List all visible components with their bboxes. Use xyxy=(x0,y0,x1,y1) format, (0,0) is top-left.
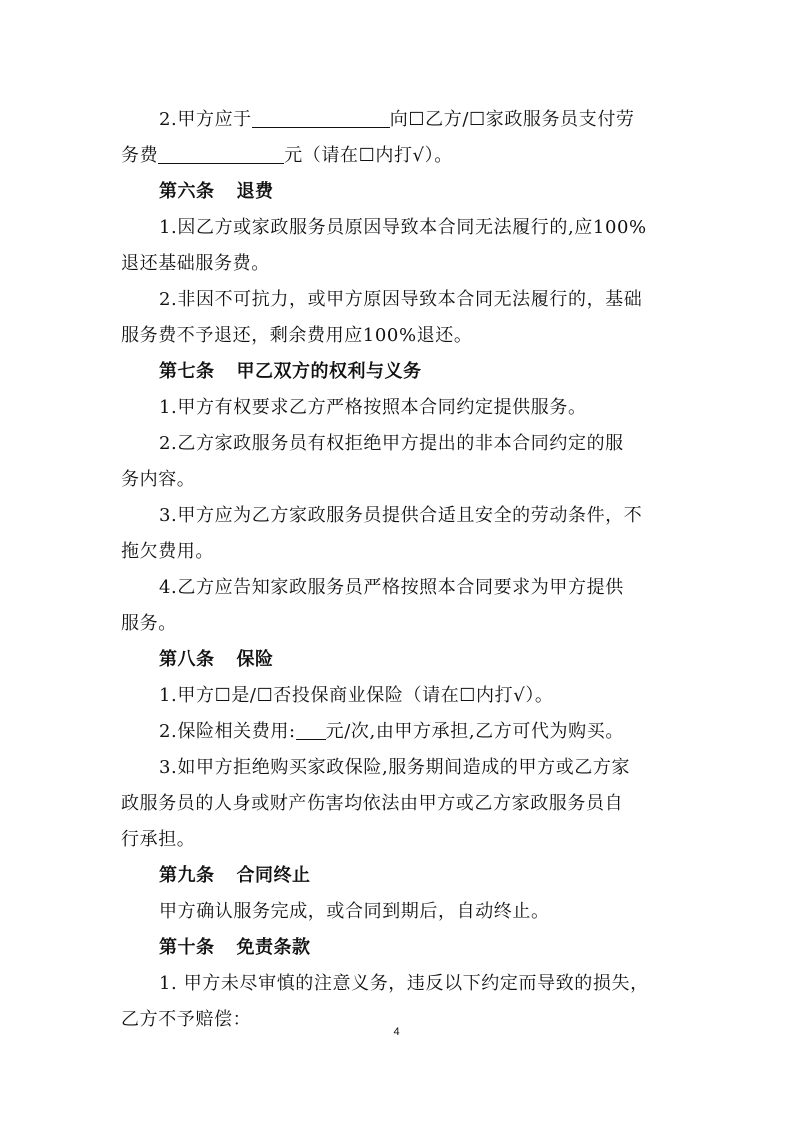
paragraph-line xyxy=(121,138,677,174)
line-text: 2.甲方应于 xyxy=(159,109,252,130)
article-title: 免责条款 xyxy=(236,937,311,958)
line-text: 1.甲方有权要求乙方严格按照本合同约定提供服务。 xyxy=(159,397,587,418)
article-title: 合同终止 xyxy=(236,865,311,886)
paragraph-line xyxy=(121,462,677,498)
line-text: 务费 xyxy=(121,145,159,166)
fill-in-blank[interactable] xyxy=(158,145,284,164)
article-number: 第八条 xyxy=(159,649,215,670)
paragraph-line xyxy=(121,786,677,822)
line-text: 1.甲方☐是/☐否投保商业保险（请在☐内打√）。 xyxy=(159,685,554,706)
paragraph-line xyxy=(121,282,677,318)
line-text: 务内容。 xyxy=(121,469,196,490)
paragraph-line xyxy=(121,534,677,570)
line-text: 拖欠费用。 xyxy=(121,541,214,562)
paragraph-line xyxy=(121,498,677,534)
paragraph-line xyxy=(121,246,677,282)
article-title: 保险 xyxy=(236,649,274,670)
line-text: 乙方不予赔偿： xyxy=(121,1009,252,1030)
line-text: 2.非因不可抗力，或甲方原因导致本合同无法履行的，基础 xyxy=(159,289,643,310)
paragraph-line xyxy=(121,714,677,750)
article-heading xyxy=(121,930,677,966)
article-number: 第六条 xyxy=(159,181,215,202)
article-heading xyxy=(121,642,677,678)
line-text: 2.乙方家政服务员有权拒绝甲方提出的非本合同约定的服 xyxy=(159,433,624,454)
paragraph-line xyxy=(121,102,677,138)
paragraph-line xyxy=(121,822,677,858)
contract-body xyxy=(121,102,677,1038)
paragraph-line xyxy=(121,894,677,930)
fill-in-blank[interactable] xyxy=(296,721,326,740)
article-number: 第十条 xyxy=(159,937,215,958)
paragraph-line xyxy=(121,318,677,354)
article-heading xyxy=(121,174,677,210)
line-text-after-blank: 向☐乙方/☐家政服务员支付劳 xyxy=(389,109,635,130)
line-text: 3.甲方应为乙方家政服务员提供合适且安全的劳动条件，不 xyxy=(159,505,643,526)
line-text: 1.因乙方或家政服务员原因导致本合同无法履行的,应100% xyxy=(159,217,647,238)
line-text: 行承担。 xyxy=(121,829,196,850)
article-heading xyxy=(121,354,677,390)
line-text: 3.如甲方拒绝购买家政保险,服务期间造成的甲方或乙方家 xyxy=(159,757,631,778)
paragraph-line xyxy=(121,966,677,1002)
paragraph-line xyxy=(121,570,677,606)
line-text: 服务费不予退还，剩余费用应100%退还。 xyxy=(121,325,473,346)
paragraph-line xyxy=(121,678,677,714)
line-text: 1. 甲方未尽审慎的注意义务，违反以下约定而导致的损失， xyxy=(159,973,649,994)
line-text-after-blank: 元/次,由甲方承担,乙方可代为购买。 xyxy=(325,721,624,742)
line-text: 2.保险相关费用: xyxy=(159,721,296,742)
paragraph-line xyxy=(121,750,677,786)
line-text: 甲方确认服务完成，或合同到期后，自动终止。 xyxy=(159,901,550,922)
article-heading xyxy=(121,858,677,894)
line-text: 政服务员的人身或财产伤害均依法由甲方或乙方家政服务员自 xyxy=(121,793,624,814)
fill-in-blank[interactable] xyxy=(252,109,390,128)
article-title: 退费 xyxy=(236,181,274,202)
line-text-after-blank: 元（请在☐内打√）。 xyxy=(284,145,453,166)
page-number: 4 xyxy=(393,1026,400,1038)
line-text: 服务。 xyxy=(121,613,177,634)
article-number: 第七条 xyxy=(159,361,215,382)
paragraph-line xyxy=(121,390,677,426)
paragraph-line xyxy=(121,426,677,462)
paragraph-line xyxy=(121,606,677,642)
article-number: 第九条 xyxy=(159,865,215,886)
line-text: 4.乙方应告知家政服务员严格按照本合同要求为甲方提供 xyxy=(159,577,624,598)
article-title: 甲乙双方的权利与义务 xyxy=(236,361,422,382)
line-text: 退还基础服务费。 xyxy=(121,253,270,274)
paragraph-line xyxy=(121,210,677,246)
